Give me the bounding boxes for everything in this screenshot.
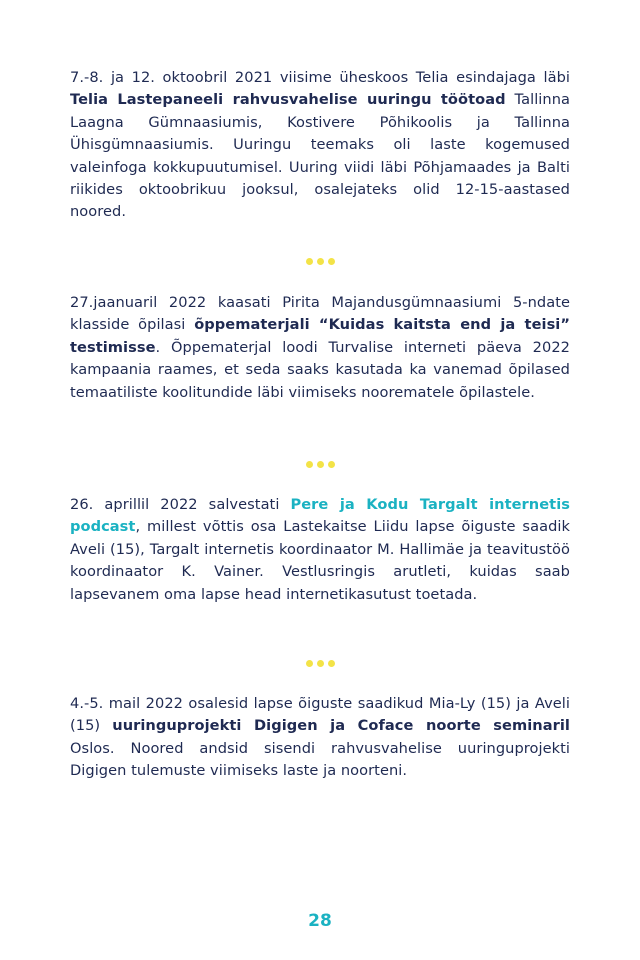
highlight-digigen-seminar: uuringuprojekti Digigen ja Coface noorte seminaril	[112, 717, 570, 735]
section-separator	[0, 250, 640, 262]
separator-dot	[328, 258, 335, 265]
separator-dot	[328, 660, 335, 667]
paragraph-telia-survey	[70, 67, 570, 224]
separator-dot	[328, 461, 335, 468]
paragraph-text: Oslos. Noored andsid sisendi rahvusvahelise uuringuprojekti Digigen tulemuste viimiseks laste ja noorteni.	[70, 739, 570, 780]
section-separator	[0, 652, 640, 664]
paragraph-text: 26. aprillil 2022 salvestati	[70, 496, 291, 513]
separator-dot	[317, 258, 324, 265]
paragraph-text: Tallinna Laagna Gümnaasiumis, Kostivere Põhikoolis ja Tallinna Ühisgümnaasiumis. Uuringu teemaks oli laste kogemused valeinfoga kokkupuutumisel. Uuring viidi läbi Põhjamaades ja Balti riikides oktoobrikuu jooksul, osalejateks olid 12-15-aastased noored.	[70, 91, 570, 221]
page-number: 28	[308, 911, 332, 931]
highlight-study-material-testing: õppematerjali “Kuidas kaitsta end ja teisi” testimisse	[70, 316, 570, 356]
separator-dot	[317, 660, 324, 667]
separator-dot	[306, 660, 313, 667]
section-separator	[0, 453, 640, 465]
highlight-telia-workshops: Telia Lastepaneeli rahvusvahelise uuringu töötoad	[70, 91, 506, 109]
paragraph-text: . Õppematerjal loodi Turvalise interneti päeva 2022 kampaania raames, et seda saaks kasutada ka vanemad õpilased temaatiliste koolitundide läbi viimiseks noorematele õpilastele.	[70, 338, 570, 401]
paragraph-digigen-seminar	[70, 693, 570, 783]
separator-dot	[306, 461, 313, 468]
separator-dot	[317, 461, 324, 468]
paragraph-podcast	[70, 494, 570, 606]
paragraph-text: , millest võttis osa Lastekaitse Liidu lapse õiguste saadik Aveli (15), Targalt internetis koordinaator M. Hallimäe ja teavitustöö koordinaator K. Vainer. Vestlusringis arutleti, kuidas saab lapsevanem oma lapse head internetikasutust toetada.	[70, 518, 570, 603]
paragraph-text: 4.-5. mail 2022 osalesid lapse õiguste saadikud Mia-Ly (15) ja Aveli (15)	[70, 695, 570, 735]
paragraph-text: 7.-8. ja 12. oktoobril 2021 viisime üheskoos Telia esindajaga läbi	[70, 69, 570, 86]
paragraph-text: 27.jaanuaril 2022 kaasati Pirita Majandusgümnaasiumi 5-ndate klasside õpilasi	[70, 294, 570, 334]
separator-dot	[306, 258, 313, 265]
paragraph-study-material	[70, 292, 570, 404]
podcast-link[interactable]: Pere ja Kodu Targalt internetis podcast	[70, 496, 570, 536]
